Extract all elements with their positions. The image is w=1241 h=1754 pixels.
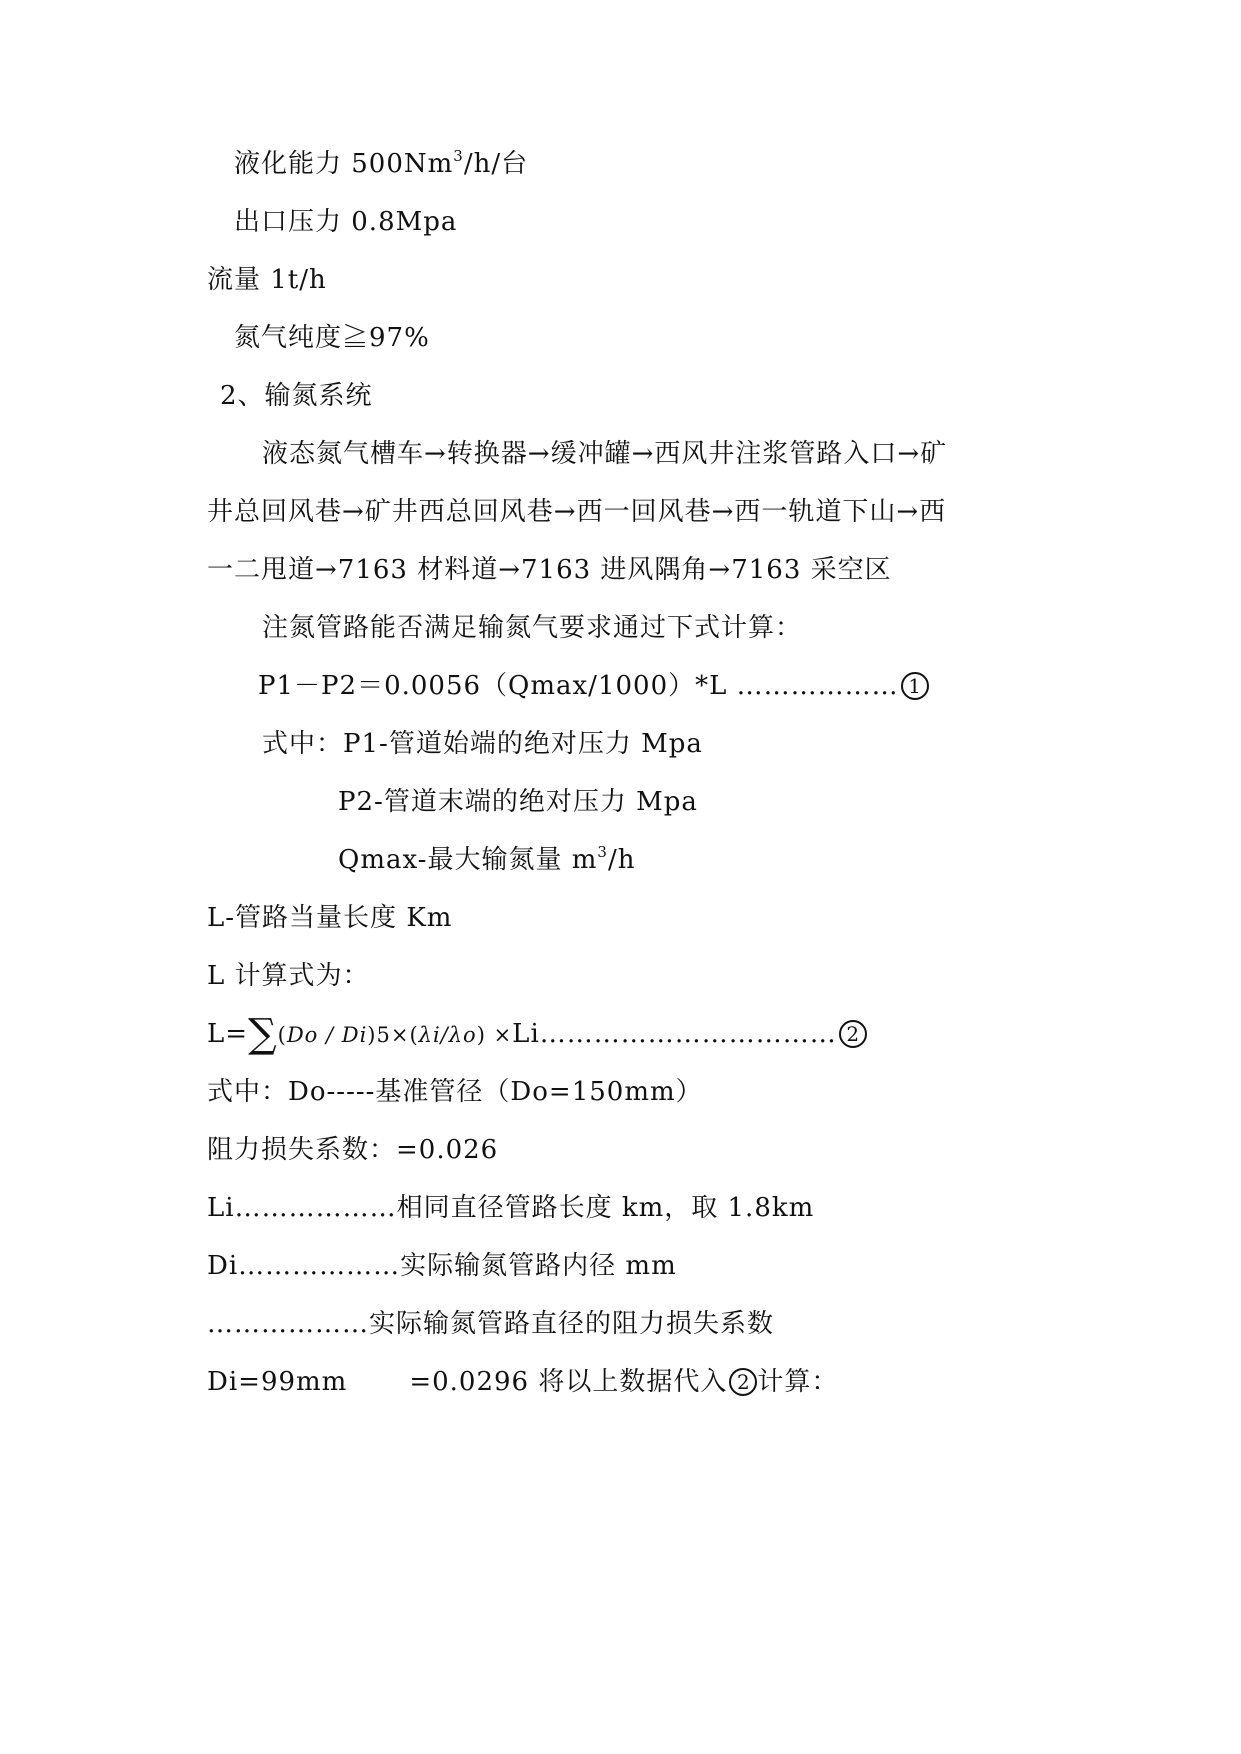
formula-2-lhs: L=	[207, 1019, 249, 1049]
formula-1-text: P1－P2＝0.0056（Qmax/1000）*L ………………	[258, 671, 899, 701]
base-diameter-line: 式中：Do-----基准管径（Do=150mm）	[207, 1077, 703, 1107]
circled-number: 1	[901, 672, 929, 700]
actual-coefficient-line: ………………实际输氮管路直径的阻力损失系数	[207, 1309, 775, 1339]
formula-2	[207, 1011, 867, 1057]
formula-1	[258, 669, 929, 703]
formula-2-part: (	[277, 1023, 287, 1047]
variable-p1: 式中：P1-管道始端的绝对压力 Mpa	[262, 729, 703, 759]
paragraph-line-3: 一二甩道→7163 材料道→7163 进风隅角→7163 采空区	[207, 555, 892, 585]
formula-2-part: ) ×	[476, 1023, 513, 1047]
variable-di: Di………………实际输氮管路内径 mm	[207, 1251, 677, 1281]
variable-qmax	[338, 843, 635, 877]
variable-qmax-text: Qmax-最大输氮量 m	[338, 845, 598, 875]
formula-2-part: )5×(	[367, 1023, 419, 1047]
paragraph-line-2: 井总回风巷→矿井西总回风巷→西一回风巷→西一轨道下山→西	[207, 497, 947, 527]
superscript: 3	[597, 843, 608, 861]
flow-rate-line: 流量 1t/h	[207, 265, 327, 295]
section-heading: 2、输氮系统	[220, 381, 373, 411]
liquefaction-capacity-line	[234, 147, 528, 181]
formula-2-ratio: Do / Di	[286, 1023, 368, 1047]
calculation-intro: 注氮管路能否满足输氮气要求通过下式计算：	[262, 613, 803, 643]
l-formula-intro: L 计算式为：	[207, 961, 370, 991]
variable-qmax-unit: /h	[607, 845, 636, 875]
nitrogen-purity-line: 氮气纯度≧97%	[234, 323, 430, 353]
superscript: 3	[453, 147, 464, 165]
formula-2-lambda-ratio: λi/λo	[418, 1023, 477, 1047]
resistance-coefficient-line: 阻力损失系数：=0.026	[207, 1135, 499, 1165]
outlet-pressure-line: 出口压力 0.8Mpa	[234, 207, 458, 237]
variable-l: L-管路当量长度 Km	[207, 903, 453, 933]
circled-number: 2	[729, 1368, 757, 1396]
sum-symbol: ∑	[248, 1011, 278, 1057]
substitution-line	[207, 1365, 838, 1399]
circled-number: 2	[839, 1020, 867, 1048]
liquefaction-capacity-unit: /h/台	[463, 149, 529, 179]
variable-li: Li………………相同直径管路长度 km，取 1.8km	[207, 1193, 815, 1223]
substitution-text: =0.0296 将以上数据代入	[409, 1367, 728, 1397]
variable-p2: P2-管道末端的绝对压力 Mpa	[338, 787, 698, 817]
di-value: Di=99mm	[207, 1367, 348, 1397]
formula-2-tail: Li……………………………	[512, 1019, 837, 1049]
substitution-tail: 计算：	[757, 1367, 839, 1397]
liquefaction-capacity-text: 液化能力 500Nm	[234, 149, 454, 179]
paragraph-line-1: 液态氮气槽车→转换器→缓冲罐→西风井注浆管路入口→矿	[262, 439, 948, 469]
